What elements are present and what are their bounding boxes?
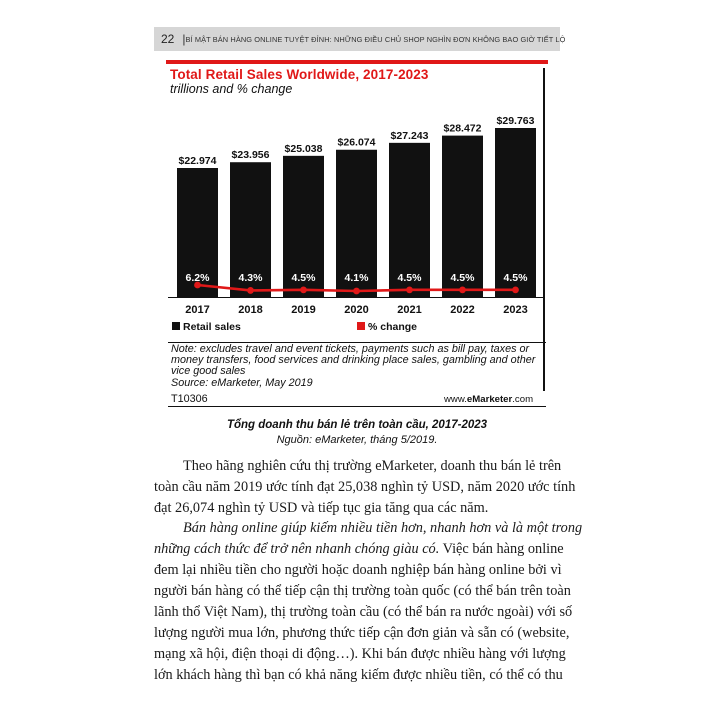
pct-change-label: 4.5% — [503, 272, 528, 284]
pct-change-label: 4.5% — [291, 272, 316, 284]
pct-change-point — [406, 286, 413, 293]
running-header — [154, 27, 566, 51]
paragraph-2 — [154, 518, 583, 686]
paragraph-line: lớn khách hàng thì bạn có khả năng kiếm được nhiều tiền, có thể có thu — [154, 667, 563, 683]
legend-label-pct: % change — [368, 321, 418, 333]
brand-url — [444, 394, 533, 405]
paragraph-1 — [154, 456, 576, 519]
legend-label-retail: Retail sales — [183, 321, 241, 333]
paragraph-text: Việc bán hàng online — [439, 541, 564, 557]
x-tick-label: 2019 — [291, 304, 316, 316]
pct-change-point — [300, 286, 307, 293]
pct-change-point — [459, 286, 466, 293]
pct-change-label: 4.5% — [397, 272, 422, 284]
legend-swatch-pct — [357, 322, 365, 330]
header-separator: | — [182, 32, 186, 46]
bar-value-label: $27.243 — [390, 129, 429, 142]
paragraph-line: toàn cầu năm 2019 ước tính đạt 25,038 nghìn tỷ USD, năm 2020 ước tính — [154, 479, 576, 495]
bar-value-label: $28.472 — [443, 122, 482, 135]
paragraph-line: lãnh thổ Việt Nam), thị trường toàn cầu (có thể bán ra nước ngoài) với số — [154, 604, 573, 620]
legend-swatch-retail — [172, 322, 180, 330]
paragraph-line: mạng xã hội, điện thoại di động…). Khi bán được nhiều hàng với lượng — [154, 646, 566, 662]
pct-change-label: 4.1% — [344, 272, 369, 284]
pct-change-point — [353, 288, 360, 295]
bar-value-label: $29.763 — [496, 115, 535, 127]
x-tick-label: 2020 — [344, 304, 369, 316]
brand-prefix: www. — [444, 394, 467, 405]
caption-title: Tổng doanh thu bán lẻ trên toàn cầu, 2017-2023 — [226, 419, 488, 431]
paragraph-line: lượng người mua lớn, phương thức tiếp cận đơn giản và sẵn có (website, — [154, 625, 570, 641]
bar-value-label: $23.956 — [231, 149, 270, 162]
chart-note-block — [171, 344, 545, 389]
paragraph-line — [154, 539, 564, 560]
bar-value-label: $26.074 — [337, 136, 376, 149]
paragraph-line: Theo hãng nghiên cứu thị trường eMarketer, doanh thu bán lẻ trên — [183, 458, 562, 474]
bar-value-label: $25.038 — [284, 142, 323, 155]
italic-phrase: những cách thức để trở nên nhanh chóng giàu có. — [154, 541, 440, 557]
x-tick-label: 2021 — [397, 304, 422, 316]
pct-change-label: 6.2% — [185, 272, 210, 284]
book-title: BÍ MẬT BÁN HÀNG ONLINE TUYỆT ĐỈNH: NHỮNG ĐIỀU CHỦ SHOP NGHÌN ĐƠN KHÔNG BAO GIỜ TIẾT LỘ — [185, 34, 566, 44]
page-number: 22 — [161, 32, 175, 46]
paragraph-line: đạt 26,074 nghìn tỷ USD và tiếp tục gia tăng qua các năm. — [154, 500, 489, 516]
brand-name: eMarketer — [466, 394, 513, 405]
paragraph-line-italic: Bán hàng online giúp kiếm nhiều tiền hơn, nhanh hơn và là một trong — [183, 520, 583, 536]
chart-source: Source: eMarketer, May 2019 — [171, 376, 313, 389]
caption-source: Nguồn: eMarketer, tháng 5/2019. — [276, 434, 438, 446]
x-tick-label: 2018 — [238, 304, 263, 316]
chart-bottom-rule — [168, 406, 546, 407]
pct-change-point — [247, 287, 254, 294]
pct-change-label: 4.5% — [450, 272, 475, 284]
chart-title: Total Retail Sales Worldwide, 2017-2023 — [170, 67, 429, 82]
paragraph-line: người bán hàng có thể tiếp cận thị trường toàn quốc (có thể bán trên toàn — [154, 583, 571, 599]
chart-subtitle: trillions and % change — [170, 82, 293, 96]
brand-suffix: .com — [512, 394, 534, 405]
chart-note: Note: excludes travel and event tickets, payments such as bill pay, taxes or money transfers, food services and drinking place sales, gambling and other vice good sales — [171, 343, 536, 378]
x-tick-label: 2023 — [503, 304, 528, 316]
bar-value-label: $22.974 — [178, 155, 217, 167]
figure-caption — [154, 418, 560, 448]
pct-change-point — [512, 286, 519, 293]
x-tick-label: 2022 — [450, 304, 475, 316]
chart-figure — [166, 60, 548, 410]
pct-change-label: 4.3% — [238, 272, 263, 284]
chart-id: T10306 — [171, 393, 208, 405]
paragraph-line: đem lại nhiều tiền cho người hoặc doanh nghiệp bán hàng online bởi vì — [154, 562, 562, 578]
x-tick-label: 2017 — [185, 304, 210, 316]
